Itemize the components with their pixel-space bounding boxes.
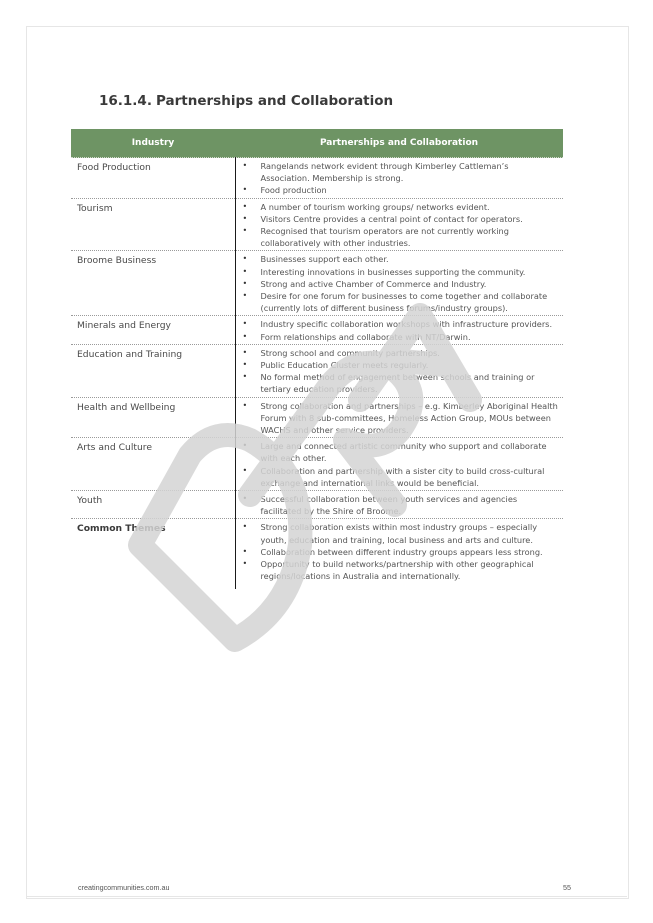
bullet-item: • A number of tourism working groups/ networks evident. [240, 201, 560, 213]
bullet-item: • Rangelands network evident through Kimberley Cattleman’s Association. Membership is strong. [240, 160, 560, 184]
industry-cell: Minerals and Energy [71, 316, 235, 344]
points-cell [235, 158, 563, 199]
bullet-item: • Strong and active Chamber of Commerce and Industry. [240, 278, 560, 290]
points-cell [235, 344, 563, 397]
bullet-item: • Interesting innovations in businesses supporting the community. [240, 266, 560, 278]
partnerships-table [71, 129, 563, 589]
industry-cell: Health and Wellbeing [71, 397, 235, 438]
bullet-item: • Collaboration and partnership with a sister city to build cross-cultural exchange and international links would be beneficial. [240, 465, 560, 489]
table-row [71, 316, 563, 344]
industry-cell: Arts and Culture [71, 438, 235, 491]
bullet-item: • Form relationships and collaborate with NT/Darwin. [240, 331, 560, 343]
bullet-item: • Opportunity to build networks/partnership with other geographical regions/locations in Australia and internationally. [240, 558, 560, 582]
bullet-list [240, 318, 560, 342]
bullet-list [240, 253, 560, 314]
bullet-item: • Strong collaboration and partnerships – e.g. Kimberley Aboriginal Health Forum with 8 sub-committees, Homeless Action Group, MOUs between WACHS and other service providers. [240, 400, 560, 437]
points-cell [235, 397, 563, 438]
table-row-common-themes [71, 519, 563, 589]
bullet-item: • Industry specific collaboration workshops with infrastructure providers. [240, 318, 560, 330]
industry-cell: Youth [71, 491, 235, 519]
bullet-item: • Collaboration between different industry groups appears less strong. [240, 546, 560, 558]
bullet-item: • Strong school and community partnerships. [240, 347, 560, 359]
points-cell [235, 251, 563, 316]
bullet-item: • No formal method of engagement between schools and training or tertiary education providers. [240, 371, 560, 395]
bullet-list [240, 493, 560, 517]
industry-cell: Food Production [71, 158, 235, 199]
column-header-partnerships: Partnerships and Collaboration [235, 129, 563, 158]
section-heading [99, 93, 393, 109]
table-header-row [71, 129, 563, 158]
points-cell [235, 198, 563, 251]
industry-cell: Tourism [71, 198, 235, 251]
table-row [71, 397, 563, 438]
footer-page-number: 55 [563, 883, 571, 892]
points-cell [235, 491, 563, 519]
bullet-item: • Successful collaboration between youth services and agencies facilitated by the Shire of Broome. [240, 493, 560, 517]
table-row [71, 344, 563, 397]
bullet-item: • Recognised that tourism operators are not currently working collaboratively with other industries. [240, 225, 560, 249]
industry-cell: Common Themes [77, 523, 166, 535]
points-cell [235, 316, 563, 344]
table-row [71, 491, 563, 519]
points-cell [235, 438, 563, 491]
section-number: 16.1.4. [99, 93, 152, 109]
bullet-item: • Desire for one forum for businesses to come together and collaborate (currently lots of different business forums/industry groups). [240, 290, 560, 314]
bullet-list [240, 400, 560, 437]
table-row [71, 438, 563, 491]
industry-cell: Education and Training [71, 344, 235, 397]
bullet-item: • Public Education Cluster meets regularly. [240, 359, 560, 371]
bullet-item: • Businesses support each other. [240, 253, 560, 265]
bullet-list [240, 521, 560, 582]
bullet-list [240, 160, 560, 197]
footer-rule [26, 896, 627, 897]
bullet-item: • Visitors Centre provides a central point of contact for operators. [240, 213, 560, 225]
bullet-list [240, 347, 560, 396]
bullet-item: • Strong collaboration exists within most industry groups – especially youth, education and training, local business and arts and culture. [240, 521, 560, 545]
bullet-item: • Food production [240, 184, 560, 196]
footer-website: creatingcommunities.com.au [78, 883, 170, 892]
table-row [71, 198, 563, 251]
points-cell [235, 519, 563, 589]
table-row [71, 251, 563, 316]
column-header-industry: Industry [71, 129, 235, 158]
bullet-list [240, 440, 560, 489]
bullet-list [240, 201, 560, 250]
section-title: Partnerships and Collaboration [156, 93, 394, 109]
bullet-item: • Large and connected artistic community who support and collaborate with each other. [240, 440, 560, 464]
industry-cell: Broome Business [71, 251, 235, 316]
table-row [71, 158, 563, 199]
